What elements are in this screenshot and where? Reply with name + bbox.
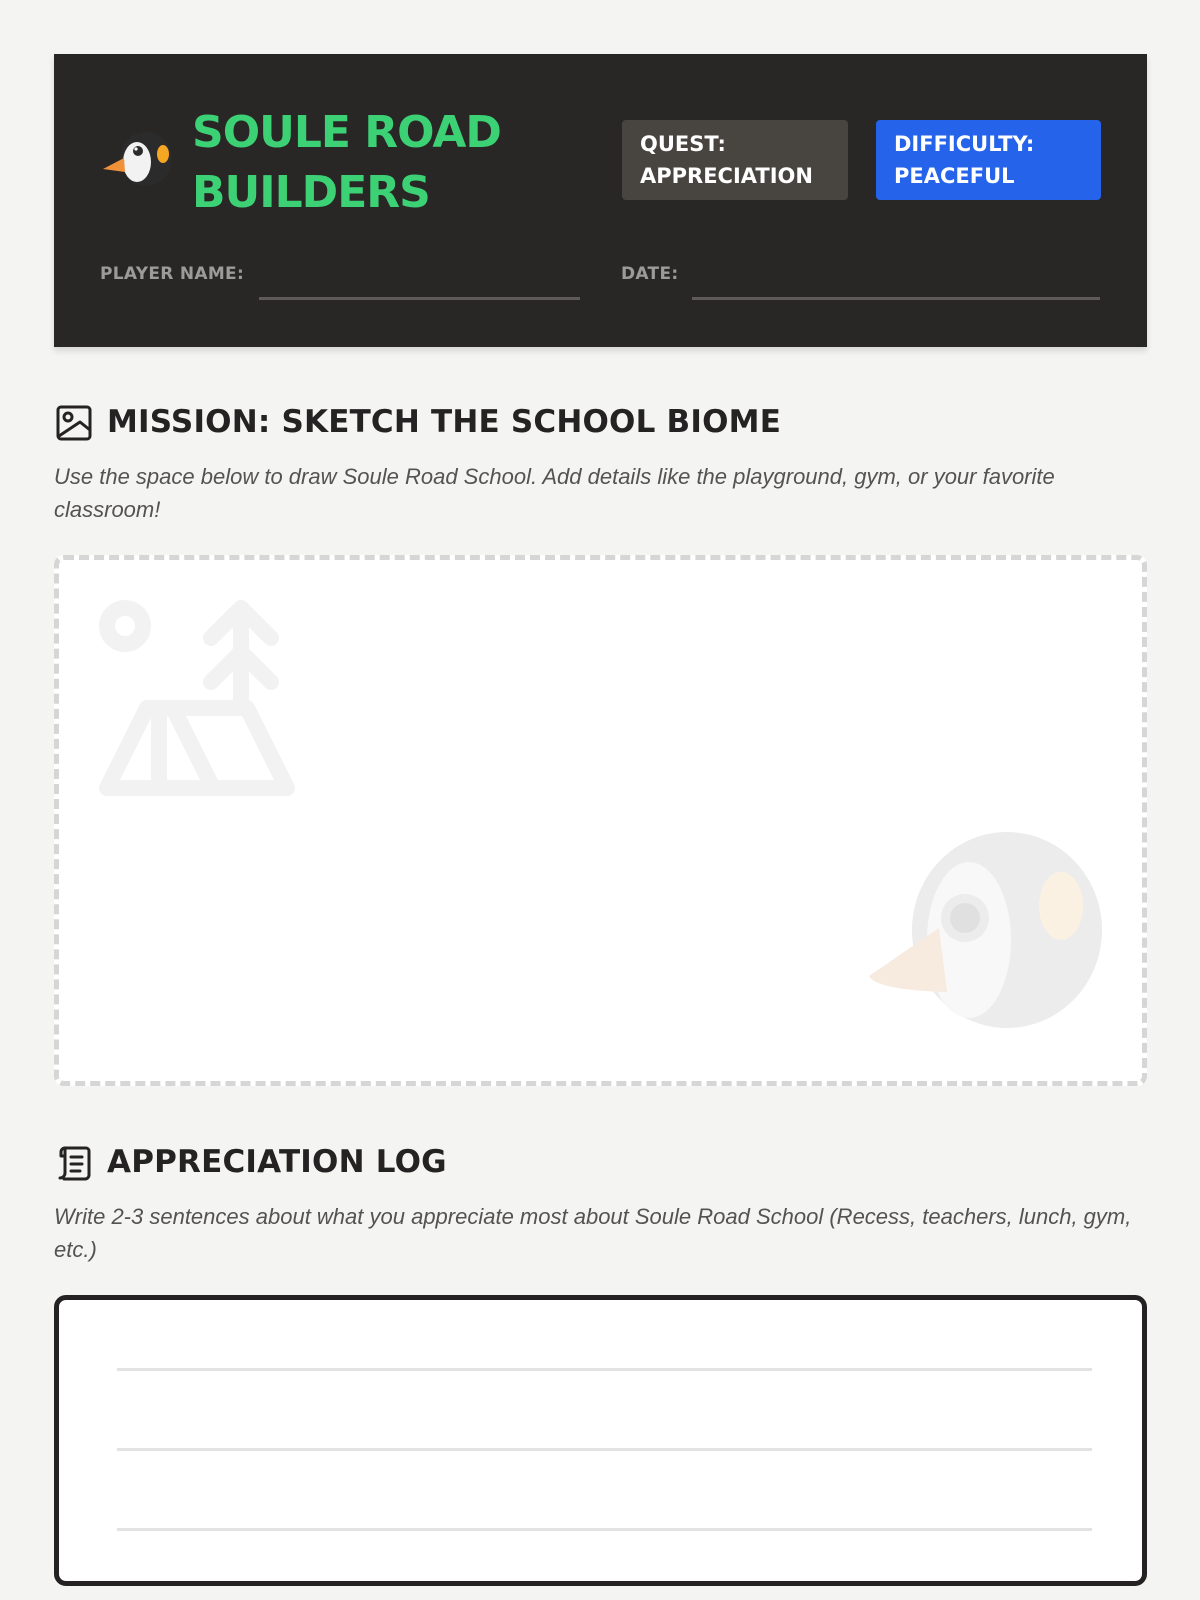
quest-badge-label: QUEST:	[640, 132, 726, 156]
image-icon	[54, 403, 94, 443]
writing-line	[117, 1368, 1092, 1371]
writing-line	[117, 1448, 1092, 1451]
mission-description: Use the space below to draw Soule Road School. Add details like the playground, gym, or your favorite classroom!	[54, 464, 1055, 522]
difficulty-badge	[876, 120, 1101, 200]
writing-line	[117, 1528, 1092, 1531]
appreciation-log-title: APPRECIATION LOG	[107, 1144, 447, 1180]
sketch-area[interactable]	[54, 555, 1147, 1086]
appreciation-log-textbox[interactable]	[54, 1295, 1147, 1586]
date-label: DATE:	[621, 264, 679, 284]
difficulty-badge-label: DIFFICULTY:	[894, 132, 1035, 156]
scroll-icon	[54, 1143, 94, 1183]
landscape-icon	[97, 598, 297, 798]
player-name-label: PLAYER NAME:	[100, 264, 245, 284]
brand-title: SOULE ROAD BUILDERS	[192, 107, 501, 218]
penguin-icon	[100, 126, 176, 192]
mission-title: MISSION: SKETCH THE SCHOOL BIOME	[107, 404, 782, 440]
appreciation-log-description: Write 2-3 sentences about what you appreciate most about Soule Road School (Recess, teachers, lunch, gym, etc.)	[54, 1204, 1132, 1262]
worksheet-header	[54, 54, 1147, 347]
player-name-field[interactable]	[259, 297, 580, 300]
difficulty-badge-value: PEACEFUL	[894, 164, 1015, 188]
date-field[interactable]	[692, 297, 1100, 300]
quest-badge	[622, 120, 848, 200]
quest-badge-value: APPRECIATION	[640, 164, 813, 188]
penguin-icon	[867, 830, 1107, 1030]
